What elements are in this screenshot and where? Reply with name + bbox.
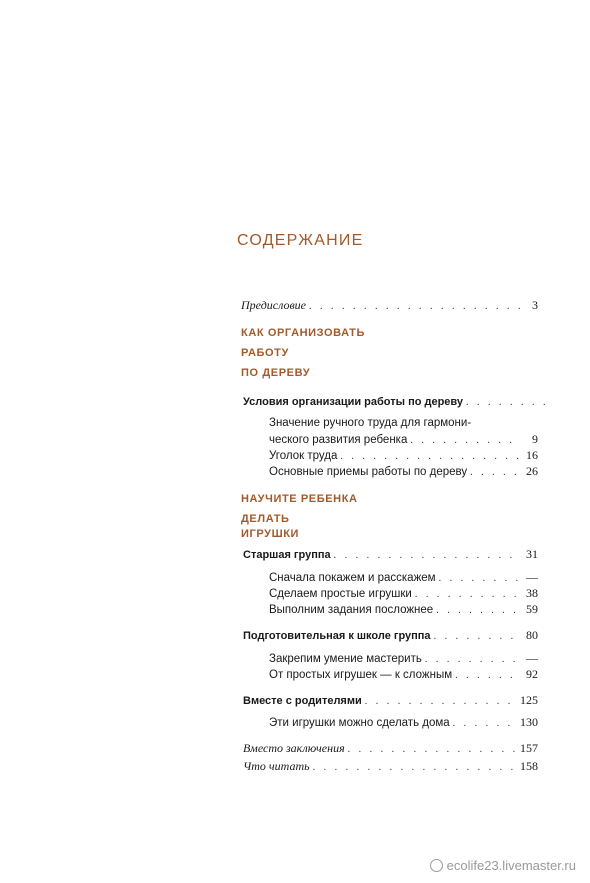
toc-entry-text: Вместе с родителями (243, 695, 362, 707)
toc-entry-preface[interactable] (241, 297, 538, 313)
toc-chapter-preparatory-group[interactable] (243, 627, 538, 643)
toc-page-number: 38 (526, 586, 538, 600)
toc-chapter-conditions[interactable] (243, 394, 570, 410)
part2-heading-line: ИГРУШКИ (241, 528, 300, 540)
toc-entry-text: Что читать (243, 759, 310, 773)
toc-page-number: 26 (526, 464, 538, 478)
dot-leader (309, 299, 521, 315)
toc-entry-text: Условия организации работы по дереву (243, 396, 464, 408)
toc-entry-harder-tasks[interactable] (269, 601, 538, 617)
dot-leader (313, 760, 517, 776)
toc-entry-labor-corner[interactable] (269, 447, 538, 463)
toc-page-number: 16 (526, 448, 538, 462)
toc-entry-text: Вместо заключения (243, 741, 345, 755)
toc-page-number: 130 (520, 715, 538, 729)
toc-entry-text: ческого развития ребенка (269, 434, 408, 446)
page-title: СОДЕРЖАНИЕ (237, 232, 364, 249)
dot-leader (455, 668, 521, 684)
toc-entry-reinforce-skill[interactable] (269, 650, 538, 666)
watermark-text: ecolife23.livemaster.ru (446, 858, 576, 873)
toc-page-number: 3 (532, 298, 538, 312)
toc-entry-value-labor[interactable] (269, 431, 538, 447)
part2-heading-line: ДЕЛАТЬ (241, 513, 290, 525)
toc-page-number: 31 (526, 547, 538, 561)
toc-page-number: 92 (526, 667, 538, 681)
dot-leader (334, 548, 521, 564)
toc-entry-simple-toys[interactable] (269, 585, 538, 601)
livemaster-logo-icon (430, 859, 443, 872)
toc-entry-text: Эти игрушки можно сделать дома (269, 717, 450, 729)
toc-entry-text: Основные приемы работы по дереву (269, 466, 468, 478)
toc-page-number: 80 (526, 628, 538, 642)
part2-heading-line: НАУЧИТЕ РЕБЕНКА (241, 493, 358, 505)
toc-page-number: 158 (520, 759, 538, 773)
dot-leader (365, 694, 517, 710)
toc-entry-text: Уголок труда (269, 450, 338, 462)
toc-page-number: — (526, 651, 538, 665)
toc-entry-home-toys[interactable] (269, 714, 538, 730)
dot-leader (436, 603, 521, 619)
toc-page-number: 59 (526, 602, 538, 616)
toc-entry-text: Выполним задания посложнее (269, 604, 434, 616)
toc-entry-text: Сделаем простые игрушки (269, 588, 412, 600)
toc-chapter-with-parents[interactable] (243, 692, 538, 708)
toc-entry-text: Предисловие (241, 298, 307, 312)
toc-entry-text: Закрепим умение мастерить (269, 653, 422, 665)
toc-entry-text: От простых игрушек — к сложным (269, 669, 453, 681)
toc-entry-text-line1: Значение ручного труда для гармони- (269, 417, 472, 429)
toc-page-number: 125 (520, 693, 538, 707)
toc-entry-text: Подготовительная к школе группа (243, 630, 431, 642)
dot-leader (466, 395, 553, 411)
toc-entry-text: Сначала покажем и расскажем (269, 572, 436, 584)
toc-entry-reading[interactable] (243, 758, 538, 774)
part1-heading-line: РАБОТУ (241, 347, 289, 359)
part1-heading-line: КАК ОРГАНИЗОВАТЬ (241, 327, 365, 339)
toc-entry-conclusion[interactable] (243, 740, 538, 756)
toc-entry-text: Старшая группа (243, 549, 331, 561)
toc-page-number: 157 (520, 741, 538, 755)
toc-chapter-senior-group[interactable] (243, 546, 538, 562)
dot-leader (348, 742, 517, 758)
dot-leader (453, 716, 517, 732)
dot-leader (434, 629, 521, 645)
dot-leader (470, 465, 521, 481)
part2-heading (241, 492, 358, 542)
watermark (430, 858, 576, 873)
toc-entry-simple-to-complex[interactable] (269, 666, 538, 682)
part1-heading-line: ПО ДЕРЕВУ (241, 367, 311, 379)
toc-entry-show-tell[interactable] (269, 569, 538, 585)
toc-entry-woodwork-methods[interactable] (269, 463, 538, 479)
toc-page-number: 9 (532, 432, 538, 446)
toc-page-number: — (526, 570, 538, 584)
part1-heading (241, 326, 365, 386)
